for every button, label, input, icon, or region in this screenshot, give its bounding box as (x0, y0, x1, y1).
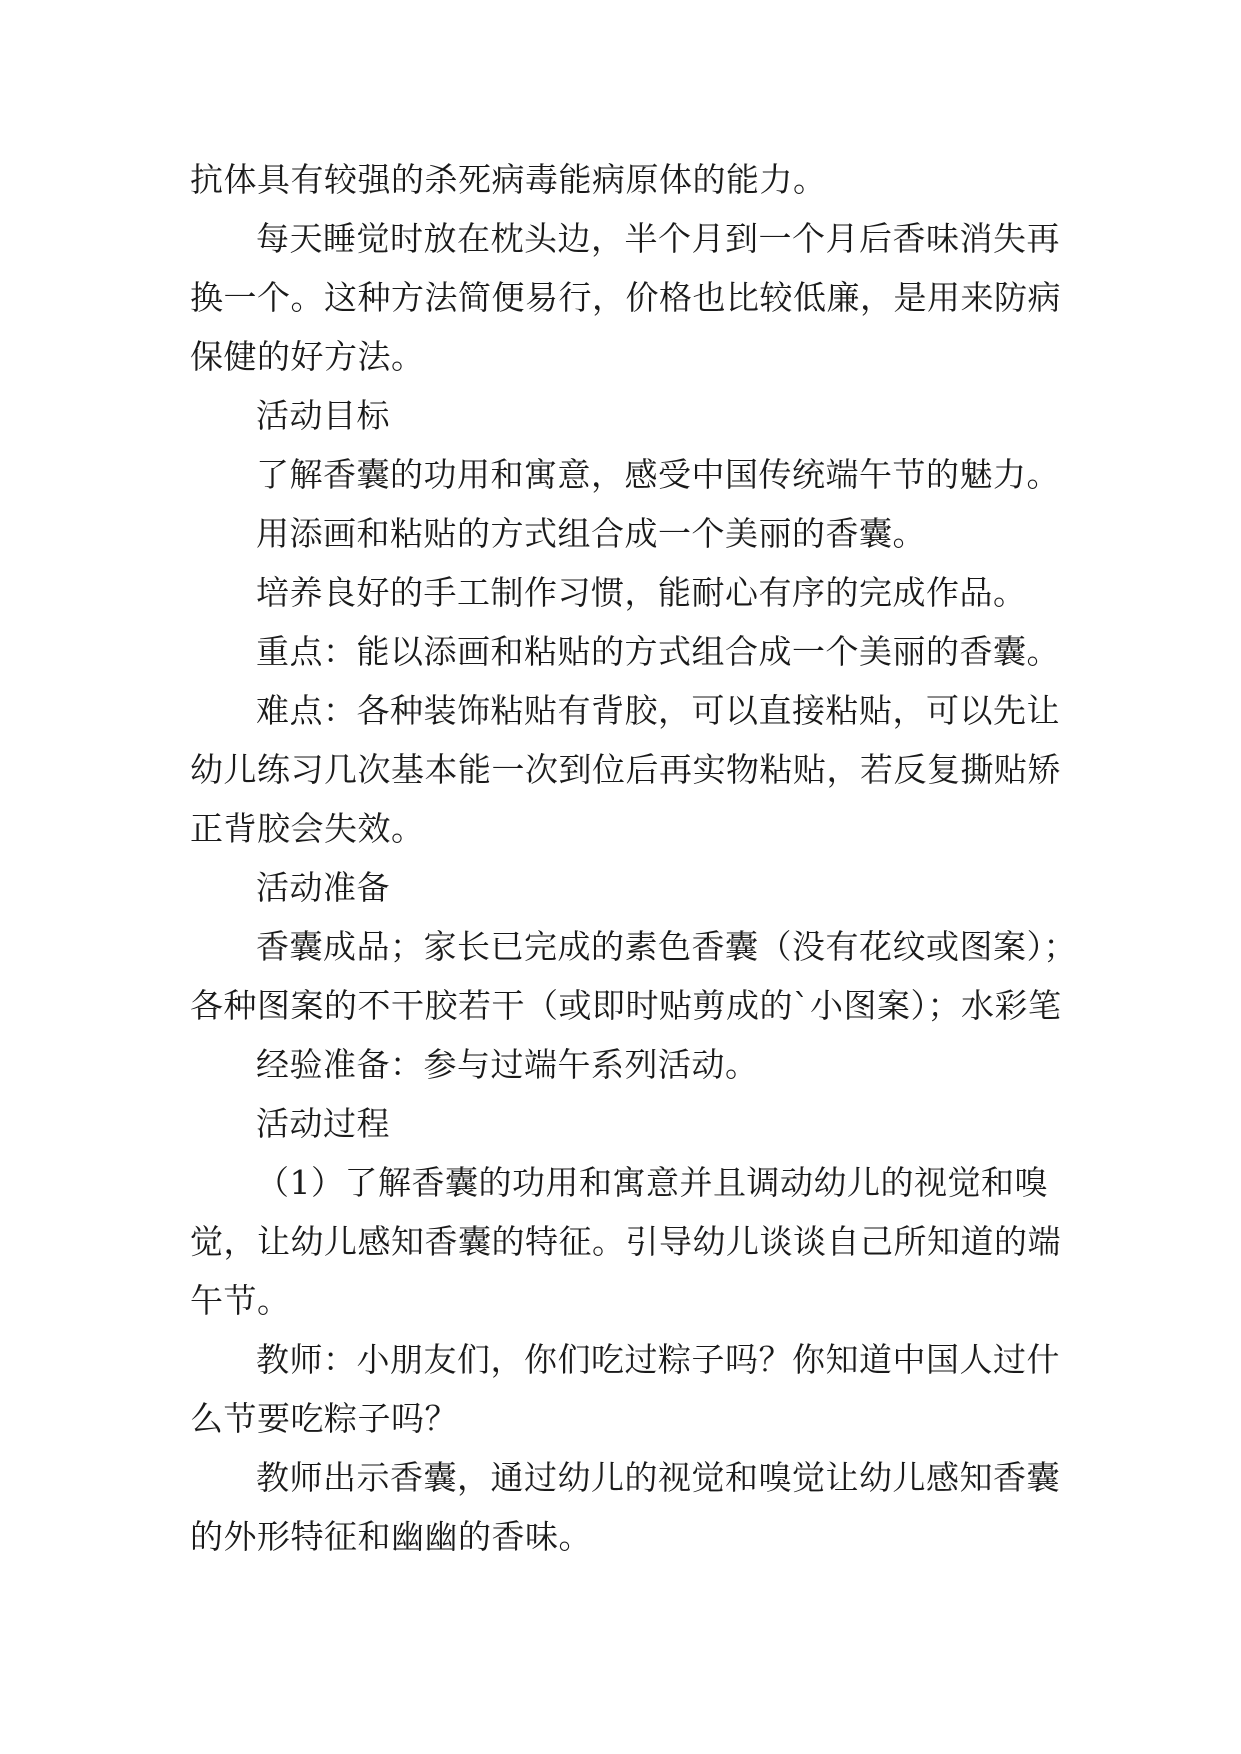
text-line: 香囊成品；家长已完成的素色香囊（没有花纹或图案）； (256, 927, 1077, 966)
text-line: 换一个。这种方法简便易行，价格也比较低廉，是用来防病 (190, 278, 1061, 317)
text-line: 培养良好的手工制作习惯，能耐心有序的完成作品。 (256, 573, 1027, 612)
text-line: 幼儿练习几次基本能一次到位后再实物粘贴，若反复撕贴矫 (190, 750, 1061, 789)
paragraph (190, 1330, 1060, 1448)
document-body (190, 150, 1077, 1566)
paragraph (190, 209, 1060, 386)
paragraph (190, 150, 1060, 209)
paragraph (190, 681, 1060, 858)
text-line: 重点：能以添画和粘贴的方式组合成一个美丽的香囊。 (256, 632, 1060, 671)
paragraph (190, 1035, 1060, 1094)
text-line: 用添画和粘贴的方式组合成一个美丽的香囊。 (256, 514, 926, 553)
text-line: 每天睡觉时放在枕头边，半个月到一个月后香味消失再 (256, 219, 1060, 258)
text-line: 的外形特征和幽幽的香味。 (190, 1517, 592, 1556)
text-line: 活动过程 (256, 1104, 390, 1143)
text-line: 了解香囊的功用和寓意，感受中国传统端午节的魅力。 (256, 455, 1060, 494)
paragraph (190, 504, 1060, 563)
text-line: 经验准备：参与过端午系列活动。 (256, 1045, 759, 1084)
section-heading (190, 386, 1060, 445)
section-heading (190, 858, 1060, 917)
paragraph (190, 917, 1077, 1035)
text-line: 午节。 (190, 1281, 291, 1320)
text-line: 觉，让幼儿感知香囊的特征。引导幼儿谈谈自己所知道的端 (190, 1222, 1061, 1261)
text-line: 教师出示香囊，通过幼儿的视觉和嗅觉让幼儿感知香囊 (256, 1458, 1060, 1497)
text-line: 活动目标 (256, 396, 390, 435)
paragraph (190, 1153, 1060, 1330)
section-heading (190, 1094, 1060, 1153)
text-line: 么节要吃粽子吗？ (190, 1399, 458, 1438)
paragraph (190, 622, 1060, 681)
paragraph (190, 445, 1060, 504)
text-line: 教师：小朋友们，你们吃过粽子吗？你知道中国人过什 (256, 1340, 1060, 1379)
text-line: 难点：各种装饰粘贴有背胶，可以直接粘贴，可以先让 (256, 691, 1060, 730)
paragraph (190, 1448, 1060, 1566)
text-line: 保健的好方法。 (190, 337, 425, 376)
text-line: 活动准备 (256, 868, 390, 907)
paragraph (190, 563, 1060, 622)
text-line: 抗体具有较强的杀死病毒能病原体的能力。 (190, 160, 827, 199)
text-line: 各种图案的不干胶若干（或即时贴剪成的`小图案）；水彩笔 (190, 986, 1062, 1025)
text-line: （1）了解香囊的功用和寓意并且调动幼儿的视觉和嗅 (256, 1163, 1048, 1202)
text-line: 正背胶会失效。 (190, 809, 425, 848)
